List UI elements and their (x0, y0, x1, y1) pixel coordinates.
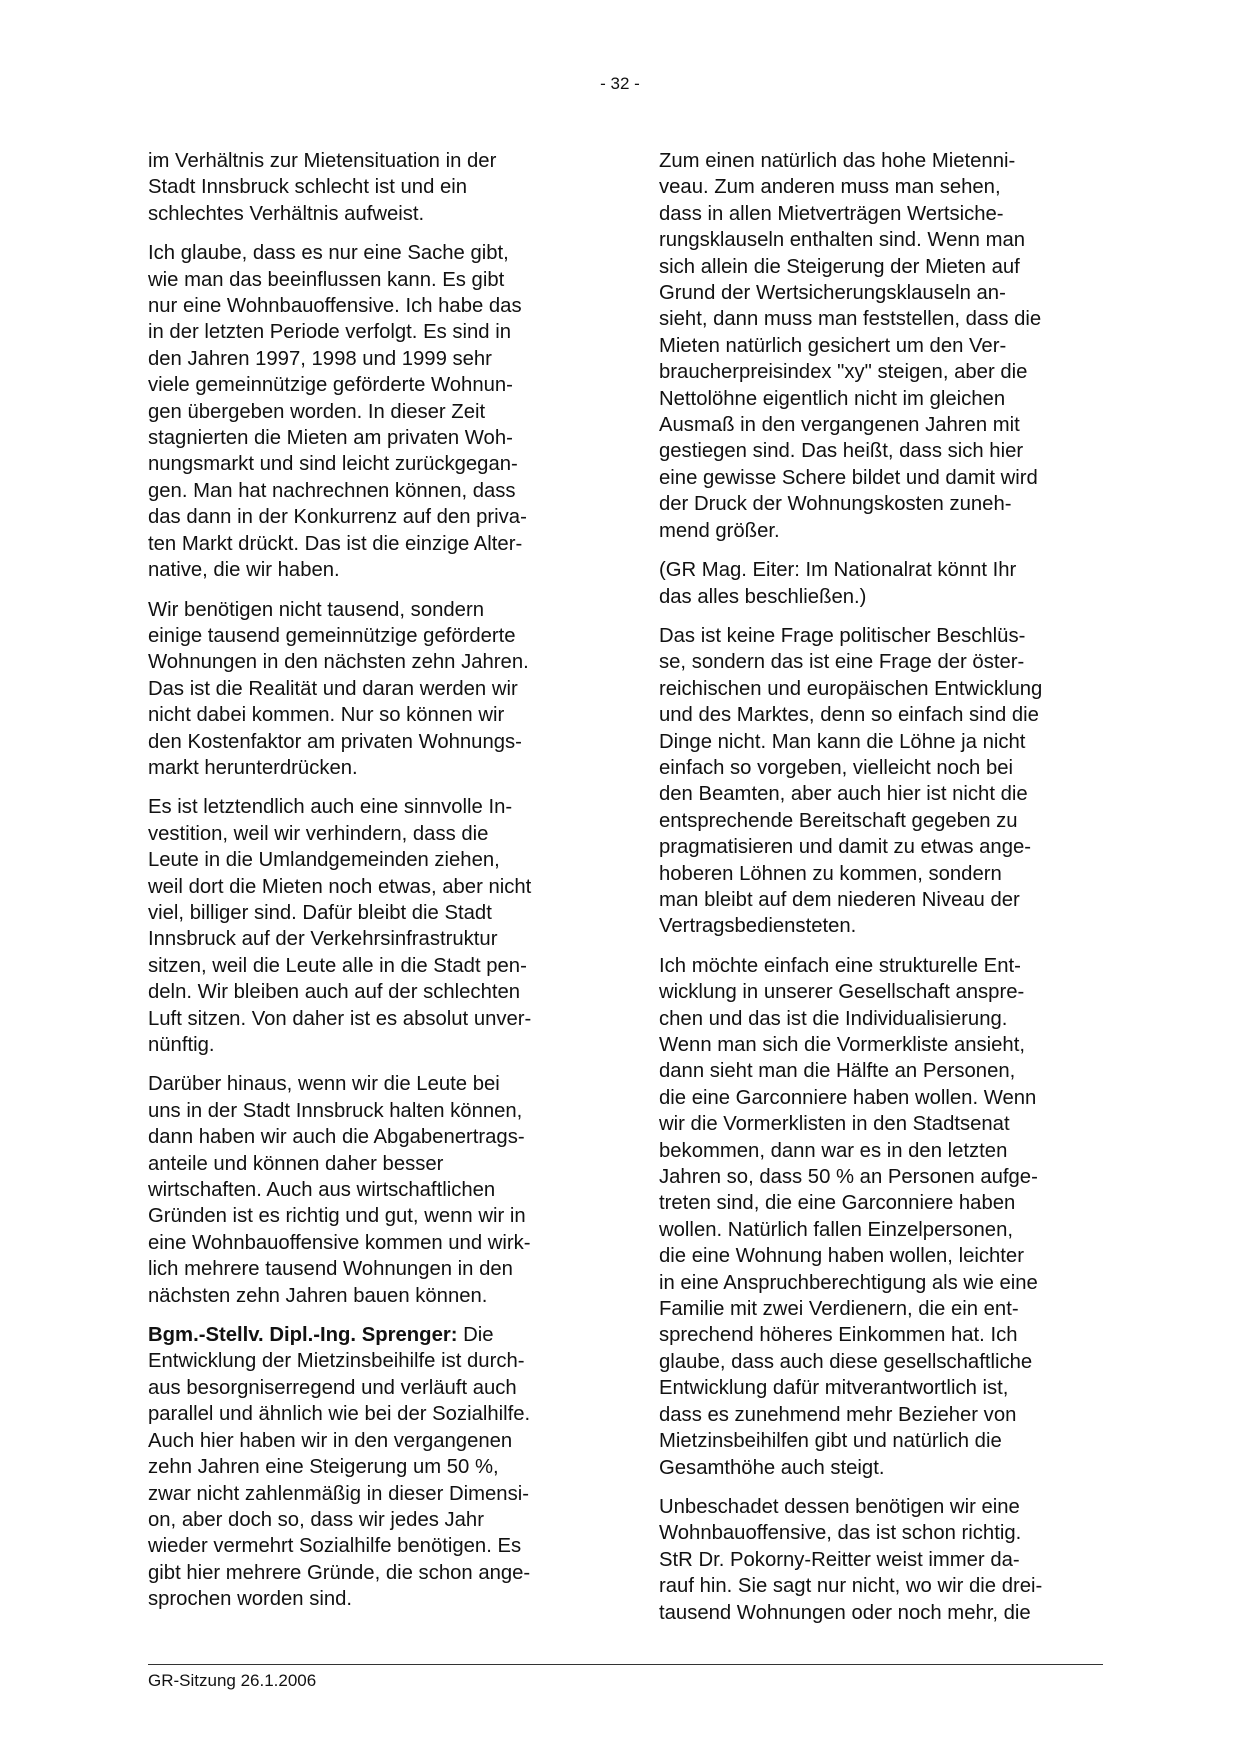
text-line: chen und das ist die Individualisierung. (659, 1007, 1008, 1030)
text-line: einfach so vorgeben, vielleicht noch bei (659, 756, 1014, 779)
left-column (148, 148, 586, 1626)
text-line: eine Wohnbauoffensive kommen und wirk- (148, 1231, 531, 1254)
text-line: das alles beschließen.) (659, 585, 867, 608)
text-line: viele gemeinnützige geförderte Wohnun- (148, 374, 513, 397)
text-line: wieder vermehrt Sozialhilfe benötigen. Es (148, 1535, 522, 1558)
text-line: Mietzinsbeihilfen gibt und natürlich die (659, 1430, 1002, 1453)
paragraph (659, 623, 1097, 940)
text-line: Ich glaube, dass es nur eine Sache gibt, (148, 242, 509, 265)
text-line: Ausmaß in den vergangenen Jahren mit (659, 414, 1020, 437)
text-line: weil dort die Mieten noch etwas, aber nicht (148, 875, 532, 898)
text-line: Innsbruck auf der Verkehrsinfrastruktur (148, 928, 498, 951)
text-line: Dinge nicht. Man kann die Löhne ja nicht (659, 730, 1026, 753)
text-line: entsprechende Bereitschaft gegeben zu (659, 809, 1018, 832)
paragraph (148, 794, 586, 1058)
text-line: Stadt Innsbruck schlecht ist und ein (148, 176, 468, 199)
text-line: einige tausend gemeinnützige geförderte (148, 624, 516, 647)
text-line: Zum einen natürlich das hohe Mietenni- (659, 150, 1016, 172)
text-line: sprechend höheres Einkommen hat. Ich (659, 1324, 1018, 1347)
text-line: Darüber hinaus, wenn wir die Leute bei (148, 1073, 500, 1096)
text-line: gen. Man hat nachrechnen können, dass (148, 479, 516, 502)
text-line: Ich möchte einfach eine strukturelle Ent- (659, 954, 1021, 977)
text-line: mend größer. (659, 519, 780, 542)
text-line: rungsklauseln enthalten sind. Wenn man (659, 229, 1026, 252)
text-line: wicklung in unserer Gesellschaft anspre- (659, 981, 1025, 1004)
text-line: eine gewisse Schere bildet und damit wird (659, 466, 1038, 489)
text-line: sprochen worden sind. (148, 1588, 353, 1611)
text-line: dass es zunehmend mehr Bezieher von (659, 1403, 1017, 1426)
text-line: StR Dr. Pokorny-Reitter weist immer da- (659, 1548, 1020, 1571)
text-line: Nettolöhne eigentlich nicht im gleichen (659, 387, 1006, 410)
text-line: veau. Zum anderen muss man sehen, (659, 176, 1001, 199)
text-line: zehn Jahren eine Steigerung um 50 %, (148, 1456, 499, 1479)
paragraph (148, 597, 586, 782)
text-line: uns in der Stadt Innsbruck halten können, (148, 1099, 523, 1122)
text-line: Das ist die Realität und daran werden wir (148, 677, 518, 700)
text-line: pragmatisieren und damit zu etwas ange- (659, 836, 1032, 859)
right-column (659, 148, 1097, 1639)
text-line: aus besorgniserregend und verläuft auch (148, 1376, 517, 1399)
text-line: Wohnungen in den nächsten zehn Jahren. (148, 651, 529, 674)
footer-divider (148, 1664, 1103, 1665)
text-line: glaube, dass auch diese gesellschaftliche (659, 1350, 1033, 1373)
text-line: wirtschaften. Auch aus wirtschaftlichen (148, 1179, 496, 1202)
text-line: den Beamten, aber auch hier ist nicht die (659, 783, 1028, 806)
text-line: gibt hier mehrere Gründe, die schon ange- (148, 1561, 531, 1584)
speaker-name: Bgm.-Stellv. Dipl.-Ing. Sprenger: (148, 1324, 458, 1347)
text-line: Unbeschadet dessen benötigen wir eine (659, 1495, 1020, 1518)
text-line: native, die wir haben. (148, 559, 340, 582)
text-line: ten Markt drückt. Das ist die einzige Alter- (148, 532, 523, 555)
text-line: dann sieht man die Hälfte an Personen, (659, 1060, 1016, 1083)
text-line: und des Marktes, denn so einfach sind die (659, 704, 1039, 727)
text-line: treten sind, die eine Garconniere haben (659, 1192, 1016, 1215)
text-line: Leute in die Umlandgemeinden ziehen, (148, 849, 500, 872)
text-line: zwar nicht zahlenmäßig in dieser Dimensi- (148, 1482, 529, 1505)
text-line: Vertragsbediensteten. (659, 915, 857, 938)
text-line: Luft sitzen. Von daher ist es absolut unver- (148, 1007, 532, 1030)
text-line: hoberen Löhnen zu kommen, sondern (659, 862, 1002, 885)
text-line: der Druck der Wohnungskosten zuneh- (659, 493, 1012, 516)
text-line: Grund der Wertsicherungsklauseln an- (659, 282, 1006, 305)
text-line: braucherpreisindex "xy" steigen, aber die (659, 361, 1028, 384)
text-line: vestition, weil wir verhindern, dass die (148, 822, 489, 845)
text-line: in der letzten Periode verfolgt. Es sind in (148, 321, 512, 344)
text-line: nicht dabei kommen. Nur so können wir (148, 704, 505, 727)
text-line: Entwicklung der Mietzinsbeihilfe ist durch- (148, 1350, 525, 1373)
text-line: markt herunterdrücken. (148, 756, 358, 779)
text-line: die eine Wohnung haben wollen, leichter (659, 1245, 1024, 1268)
text-line: nünftig. (148, 1034, 215, 1056)
text-line: gen übergeben worden. In dieser Zeit (148, 400, 486, 423)
text-line: nur eine Wohnbauoffensive. Ich habe das (148, 295, 522, 318)
text-line: Wenn man sich die Vormerkliste ansieht, (659, 1034, 1025, 1056)
text-line: Mieten natürlich gesichert um den Ver- (659, 334, 1007, 357)
text-line: sitzen, weil die Leute alle in die Stadt pen- (148, 954, 527, 977)
paragraph (659, 953, 1097, 1481)
text-line: Wir benötigen nicht tausend, sondern (148, 598, 484, 621)
text-line: Entwicklung dafür mitverantwortlich ist, (659, 1377, 1009, 1400)
text-line: sieht, dann muss man feststellen, dass die (659, 308, 1042, 331)
text-line: den Jahren 1997, 1998 und 1999 sehr (148, 347, 492, 370)
text-line: Gründen ist es richtig und gut, wenn wir in (148, 1205, 526, 1228)
text-line: wir die Vormerklisten in den Stadtsenat (659, 1113, 1010, 1136)
text-line: Auch hier haben wir in den vergangenen (148, 1429, 513, 1452)
text-line: im Verhältnis zur Mietensituation in der (148, 150, 497, 172)
text-line: man bleibt auf dem niederen Niveau der (659, 888, 1020, 911)
paragraph (148, 240, 586, 583)
text-line: rauf hin. Sie sagt nur nicht, wo wir die drei- (659, 1575, 1043, 1598)
footer-session-date: GR-Sitzung 26.1.2006 (148, 1671, 317, 1690)
text-line: Jahren so, dass 50 % an Personen aufge- (659, 1166, 1038, 1189)
paragraph (659, 148, 1097, 544)
text-line: dann haben wir auch die Abgabenertrags- (148, 1126, 525, 1149)
text-line: viel, billiger sind. Dafür bleibt die Stadt (148, 901, 492, 924)
text-line: in eine Anspruchberechtigung als wie eine (659, 1271, 1038, 1294)
text-line: anteile und können daher besser (148, 1152, 444, 1175)
text-line: Es ist letztendlich auch eine sinnvolle In- (148, 796, 513, 819)
paragraph (148, 1071, 586, 1309)
text-line: wie man das beeinflussen kann. Es gibt (148, 268, 505, 291)
text-line: den Kostenfaktor am privaten Wohnungs- (148, 730, 522, 753)
text-line: nächsten zehn Jahren bauen können. (148, 1284, 488, 1307)
text-line: se, sondern das ist eine Frage der öster- (659, 651, 1025, 674)
text-line: lich mehrere tausend Wohnungen in den (148, 1258, 513, 1281)
text-line: Gesamthöhe auch steigt. (659, 1456, 885, 1479)
text-line: nungsmarkt und sind leicht zurückgegan- (148, 453, 518, 476)
text-line: Das ist keine Frage politischer Beschlüs- (659, 624, 1026, 647)
paragraph (148, 148, 586, 227)
text-line: parallel und ähnlich wie bei der Sozialhilfe. (148, 1403, 531, 1426)
text-line: stagnierten die Mieten am privaten Woh- (148, 427, 513, 450)
text-line: Die (457, 1324, 494, 1347)
text-line: tausend Wohnungen oder noch mehr, die (659, 1601, 1031, 1624)
text-line: sich allein die Steigerung der Mieten auf (659, 255, 1020, 278)
text-line: dass in allen Mietverträgen Wertsiche- (659, 202, 1004, 225)
text-line: die eine Garconniere haben wollen. Wenn (659, 1086, 1037, 1109)
text-line: wollen. Natürlich fallen Einzelpersonen, (659, 1218, 1013, 1241)
paragraph (659, 557, 1097, 610)
speaker-line (148, 1322, 586, 1348)
text-line: Wohnbauoffensive, das ist schon richtig. (659, 1522, 1022, 1545)
text-line: reichischen und europäischen Entwicklung (659, 677, 1043, 700)
text-line: Familie mit zwei Verdienern, die ein ent- (659, 1298, 1019, 1321)
text-line: (GR Mag. Eiter: Im Nationalrat könnt Ihr (659, 559, 1017, 582)
text-line: deln. Wir bleiben auch auf der schlechten (148, 981, 521, 1004)
paragraph (659, 1494, 1097, 1626)
paragraph (148, 1322, 586, 1612)
text-line: on, aber doch so, dass wir jedes Jahr (148, 1508, 484, 1531)
text-line: gestiegen sind. Das heißt, dass sich hier (659, 440, 1024, 463)
text-line: bekommen, dann war es in den letzten (659, 1139, 1008, 1162)
page-number: - 32 - (600, 74, 640, 93)
text-line: das dann in der Konkurrenz auf den priva- (148, 506, 527, 529)
text-line: schlechtes Verhältnis aufweist. (148, 202, 425, 225)
